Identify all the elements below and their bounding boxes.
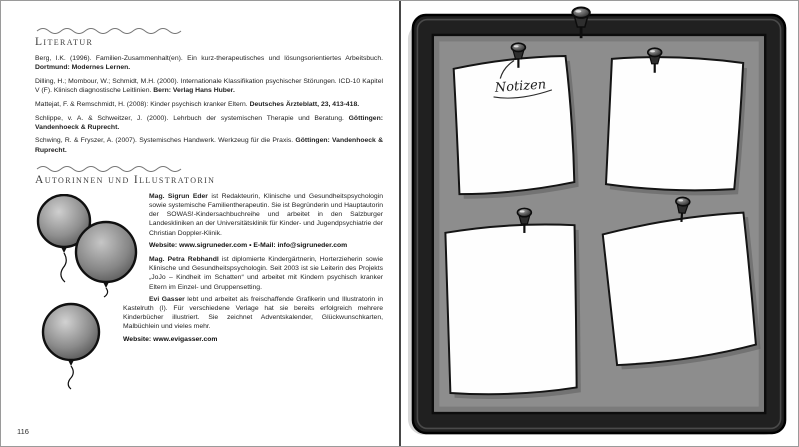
- entry-publisher: Dortmund: Modernes Lernen.: [35, 64, 131, 72]
- right-page: [401, 1, 798, 446]
- entry-publisher: Deutsches Ärzteblatt, 23, 413-418.: [249, 100, 360, 108]
- authors-bios: [35, 192, 383, 344]
- author-bio-text: lebt und arbeitet als freischaffende Grafikerin und Illustratorin in Kastelruth (I). Für verschiedene Verlage hat sie bereits erfolgreich mehrere Kinderbücher illustriert. Sie zeichnet Adventskalender, Glückwunschkarten, Malbüchlein und vieles mehr.: [123, 295, 383, 331]
- author-bio-text: ist Redakteurin, Klinische und Gesundheitspsychologin sowie systemische Familientherapeutin. Sie ist Begründerin und Hauptautorin der SOWAS!-Kindersachbuchreihe und arbeitet in den Salzburger Landeskliniken an der Universitätsklinik für Kinder- und Jugendpsychiatrie der Christian Doppler-Klinik.: [149, 192, 383, 237]
- bibliography-entry: [35, 54, 383, 72]
- squiggle-divider: [35, 27, 383, 34]
- squiggle-divider: [35, 165, 383, 172]
- illustrator-photo-balloon: [35, 302, 115, 390]
- author-photo-balloons: [35, 194, 141, 298]
- authors-section: [35, 165, 383, 344]
- literature-heading: Literatur: [35, 36, 94, 48]
- pinboard-illustration: [401, 1, 798, 446]
- bibliography-entry: [35, 77, 383, 95]
- authors-heading: Autorinnen und Illustratorin: [35, 173, 216, 186]
- author-name: Mag. Petra Rebhandl: [149, 256, 219, 264]
- entry-publisher: Göttingen: Vandenhoeck & Ruprecht.: [35, 137, 383, 154]
- author-bio-text: ist diplomierte Kindergärtnerin, Horterzieherin sowie Klinische und Gesundheitspsychologin. Seit 2003 ist sie Leiterin des Projekts „JoJo – Kindheit im Schatten“ und arbeitet mit Kindern psychisch kranker Eltern im Einzel- und Gruppensetting.: [149, 256, 383, 291]
- entry-publisher: Bern: Verlag Hans Huber.: [153, 87, 235, 95]
- bibliography-entry: [35, 114, 383, 132]
- entry-text: Berg, I.K. (1996). Familien-Zusammenhalt(en). Ein kurz-therapeutisches und lösungsorientiertes Arbeitsbuch.: [35, 55, 383, 62]
- literature-section: [35, 27, 383, 155]
- illustrator-photo-evi: [43, 304, 99, 389]
- entry-text: Dilling, H.; Mombour, W.; Schmidt, M.H. (2000). Internationale Klassifikation psychischer Störungen. ICD-10 Kapitel V (F). Klinisch diagnostische Leitlinien.: [35, 77, 383, 95]
- board-label: Notizen: [494, 77, 547, 96]
- author-contact: Website: www.sigruneder.com • E-Mail: info@sigruneder.com: [149, 241, 348, 249]
- illustrator-contact: Website: www.evigasser.com: [123, 335, 218, 343]
- bibliography-entry: [35, 136, 383, 154]
- entry-text: Schwing, R. & Fryszer, A. (2007). Systemisches Handwerk. Werkzeug für die Praxis.: [35, 137, 296, 145]
- author-name: Mag. Sigrun Eder: [149, 192, 208, 200]
- bibliography-entry: [35, 100, 383, 109]
- pinned-note: [598, 210, 767, 374]
- entry-text: Schlippe, v. A. & Schweitzer, J. (2000). Lehrbuch der systemischen Therapie und Beratung.: [35, 114, 349, 122]
- author-photo-petra: [76, 222, 136, 297]
- pinned-note: [443, 222, 586, 401]
- entry-publisher: Göttingen: Vandenhoeck & Ruprecht.: [35, 114, 383, 131]
- entry-text: Mattejat, F. & Remschmidt, H. (2008): Kinder psychisch kranker Eltern.: [35, 100, 250, 108]
- pinned-note: [450, 55, 580, 201]
- pinned-note: [606, 55, 748, 197]
- page-number: 116: [17, 427, 29, 436]
- left-page: [1, 1, 401, 446]
- author-name: Evi Gasser: [149, 295, 185, 303]
